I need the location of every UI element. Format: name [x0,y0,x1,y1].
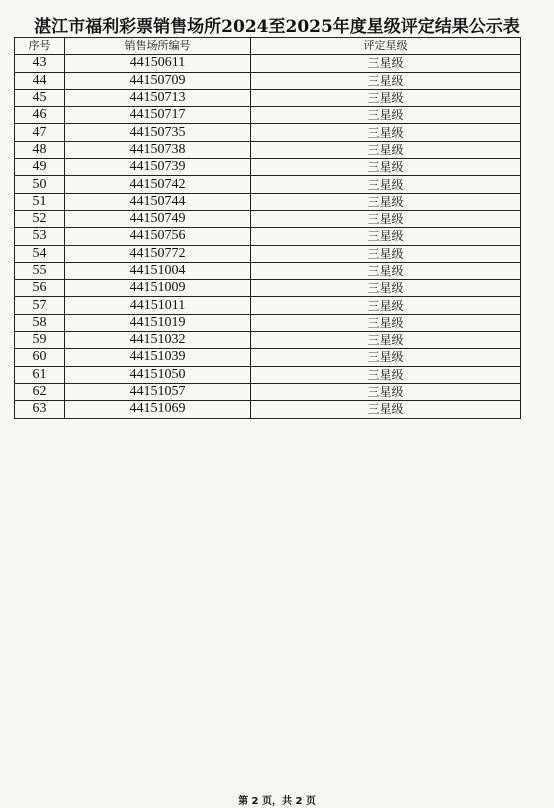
row-rating-cell: 三星级 [251,314,521,331]
table-row [15,314,521,331]
row-venue-id-cell: 44150749 [65,210,251,227]
row-seq-cell: 55 [15,262,65,279]
row-seq-cell: 50 [15,176,65,193]
row-rating-cell: 三星级 [251,332,521,349]
row-venue-id-cell: 44150742 [65,176,251,193]
table-row [15,366,521,383]
table-row [15,141,521,158]
header-rating: 评定星级 [251,38,521,55]
row-seq-cell: 46 [15,107,65,124]
row-rating-cell: 三星级 [251,124,521,141]
rating-results-table [14,37,521,419]
row-rating-cell: 三星级 [251,176,521,193]
row-venue-id-cell: 44150756 [65,228,251,245]
row-venue-id-cell: 44150744 [65,193,251,210]
table-row [15,176,521,193]
table-row [15,72,521,89]
row-seq-cell: 49 [15,159,65,176]
row-venue-id-cell: 44150717 [65,107,251,124]
page-title: 湛江市福利彩票销售场所2024至2025年度星级评定结果公示表 [34,17,520,37]
row-rating-cell: 三星级 [251,193,521,210]
row-rating-cell: 三星级 [251,349,521,366]
row-rating-cell: 三星级 [251,55,521,72]
row-venue-id-cell: 44150713 [65,89,251,106]
row-venue-id-cell: 44150739 [65,159,251,176]
row-seq-cell: 54 [15,245,65,262]
table-row [15,383,521,400]
row-rating-cell: 三星级 [251,280,521,297]
row-rating-cell: 三星级 [251,245,521,262]
row-venue-id-cell: 44150772 [65,245,251,262]
row-rating-cell: 三星级 [251,401,521,418]
table-header-row [15,38,521,55]
row-seq-cell: 44 [15,72,65,89]
row-venue-id-cell: 44151011 [65,297,251,314]
row-rating-cell: 三星级 [251,159,521,176]
row-seq-cell: 43 [15,55,65,72]
table-row [15,349,521,366]
table-row [15,262,521,279]
row-venue-id-cell: 44150611 [65,55,251,72]
row-seq-cell: 59 [15,332,65,349]
table-row [15,210,521,227]
row-rating-cell: 三星级 [251,72,521,89]
row-venue-id-cell: 44151057 [65,383,251,400]
table-row [15,297,521,314]
table-row [15,89,521,106]
row-venue-id-cell: 44151032 [65,332,251,349]
table-row [15,401,521,418]
row-seq-cell: 53 [15,228,65,245]
table-row [15,107,521,124]
row-rating-cell: 三星级 [251,383,521,400]
table-row [15,159,521,176]
row-venue-id-cell: 44151019 [65,314,251,331]
row-seq-cell: 61 [15,366,65,383]
table-row [15,332,521,349]
row-seq-cell: 57 [15,297,65,314]
table-row [15,193,521,210]
table-row [15,280,521,297]
table-body [15,55,521,418]
row-venue-id-cell: 44151039 [65,349,251,366]
row-seq-cell: 47 [15,124,65,141]
row-venue-id-cell: 44151050 [65,366,251,383]
row-seq-cell: 45 [15,89,65,106]
row-rating-cell: 三星级 [251,262,521,279]
row-venue-id-cell: 44151004 [65,262,251,279]
row-seq-cell: 56 [15,280,65,297]
row-rating-cell: 三星级 [251,210,521,227]
row-seq-cell: 62 [15,383,65,400]
table-row [15,124,521,141]
row-rating-cell: 三星级 [251,297,521,314]
row-seq-cell: 52 [15,210,65,227]
row-venue-id-cell: 44150738 [65,141,251,158]
row-rating-cell: 三星级 [251,366,521,383]
row-venue-id-cell: 44150709 [65,72,251,89]
row-seq-cell: 48 [15,141,65,158]
row-seq-cell: 51 [15,193,65,210]
header-venue-id: 销售场所编号 [65,38,251,55]
row-rating-cell: 三星级 [251,107,521,124]
table-row [15,228,521,245]
row-rating-cell: 三星级 [251,89,521,106]
table-row [15,245,521,262]
row-rating-cell: 三星级 [251,228,521,245]
row-seq-cell: 63 [15,401,65,418]
table-row [15,55,521,72]
page-number-footer: 第 2 页，共 2 页 [238,796,316,807]
header-seq: 序号 [15,38,65,55]
row-rating-cell: 三星级 [251,141,521,158]
row-venue-id-cell: 44151069 [65,401,251,418]
row-venue-id-cell: 44151009 [65,280,251,297]
row-seq-cell: 58 [15,314,65,331]
row-venue-id-cell: 44150735 [65,124,251,141]
row-seq-cell: 60 [15,349,65,366]
